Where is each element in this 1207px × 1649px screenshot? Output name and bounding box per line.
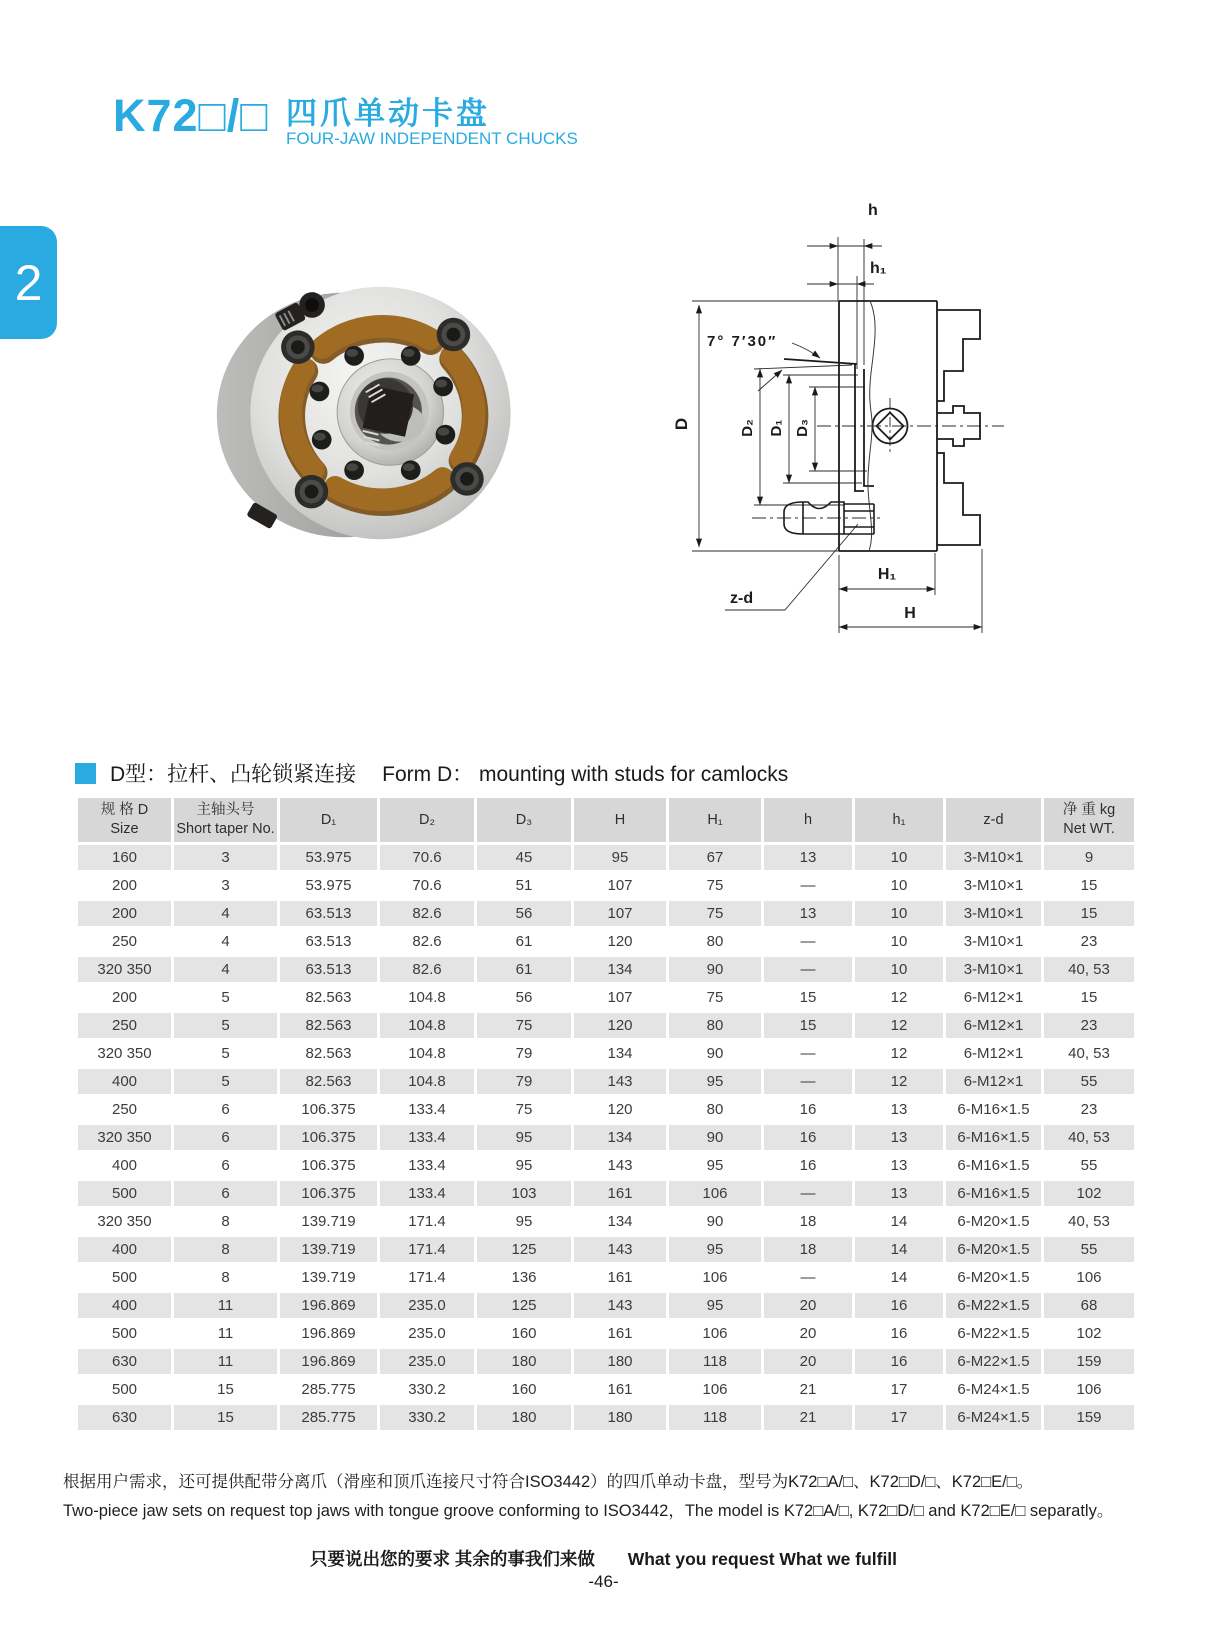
table-cell: 63.513 [280,901,377,926]
table-cell: 20 [764,1321,852,1346]
table-cell: — [764,873,852,898]
table-cell: 15 [1044,985,1134,1010]
column-header: 主轴头号 Short taper No. [174,798,277,842]
table-cell: 630 [78,1405,171,1430]
column-header: 净 重 kg Net WT. [1044,798,1134,842]
table-cell: 106.375 [280,1153,377,1178]
table-cell: 16 [764,1125,852,1150]
table-cell: 53.975 [280,873,377,898]
dimension-drawing [612,193,1042,643]
model-code: K72□/□ [113,90,269,141]
table-cell: 235.0 [380,1321,474,1346]
page-number: -46- [588,1572,619,1591]
table-cell: 95 [477,1153,571,1178]
table-cell: 45 [477,845,571,870]
table-cell: 6 [174,1125,277,1150]
table-row [78,1265,1134,1290]
table-cell: 330.2 [380,1377,474,1402]
table-cell: 180 [574,1405,666,1430]
table-cell: 55 [1044,1153,1134,1178]
table-cell: 106 [669,1181,761,1206]
table-cell: 20 [764,1293,852,1318]
table-row [78,1097,1134,1122]
table-cell: 40, 53 [1044,1125,1134,1150]
table-cell: 11 [174,1349,277,1374]
table-header-row [78,798,1134,842]
table-cell: 106.375 [280,1125,377,1150]
table-cell: 90 [669,957,761,982]
dim-label-angle: 7° 7′30″ [707,333,778,350]
table-cell: 133.4 [380,1097,474,1122]
table-cell: 75 [669,873,761,898]
table-cell: 104.8 [380,985,474,1010]
table-cell: 95 [669,1293,761,1318]
table-cell: 82.6 [380,957,474,982]
footnote-cn: 根据用户需求，还可提供配带分离爪（滑座和顶爪连接尺寸符合ISO3442）的四爪单动卡盘，型号为K72□A/□、K72□D/□、K72□E/□。 [63,1473,1034,1491]
table-cell: 5 [174,985,277,1010]
table-cell: 106 [669,1321,761,1346]
table-cell: — [764,957,852,982]
column-header: D₂ [380,798,474,842]
table-cell: 40, 53 [1044,957,1134,982]
table-cell: 16 [855,1349,943,1374]
table-cell: 103 [477,1181,571,1206]
table-cell: 171.4 [380,1237,474,1262]
page-title-en: FOUR-JAW INDEPENDENT CHUCKS [286,129,578,148]
table-cell: 200 [78,873,171,898]
table-cell: 6-M16×1.5 [946,1097,1041,1122]
table-cell: 23 [1044,1097,1134,1122]
column-header: h₁ [855,798,943,842]
dim-label-D3: D₃ [794,419,811,437]
table-cell: — [764,929,852,954]
table-row [78,985,1134,1010]
table-cell: 40, 53 [1044,1041,1134,1066]
table-cell: 3-M10×1 [946,845,1041,870]
table-cell: 104.8 [380,1069,474,1094]
table-cell: 10 [855,901,943,926]
table-cell: 6-M20×1.5 [946,1237,1041,1262]
table-cell: 235.0 [380,1293,474,1318]
table-cell: 63.513 [280,929,377,954]
chapter-tab [0,226,57,339]
section-label-cn: D型：拉杆、凸轮锁紧连接 [110,763,357,786]
table-cell: 95 [477,1209,571,1234]
table-cell: 18 [764,1209,852,1234]
table-cell: 11 [174,1321,277,1346]
dim-label-H1: H₁ [877,566,897,583]
table-cell: 6-M22×1.5 [946,1293,1041,1318]
table-cell: 3 [174,873,277,898]
table-cell: 143 [574,1237,666,1262]
dim-label-h1: h₁ [870,260,887,277]
table-cell: 82.563 [280,985,377,1010]
table-cell: 15 [174,1405,277,1430]
column-header: D₃ [477,798,571,842]
table-cell: 11 [174,1293,277,1318]
table-cell: 12 [855,1069,943,1094]
table-cell: 15 [764,1013,852,1038]
table-cell: 68 [1044,1293,1134,1318]
table-row [78,1293,1134,1318]
table-cell: 500 [78,1181,171,1206]
table-cell: 6 [174,1097,277,1122]
table-cell: 107 [574,873,666,898]
table-cell: 6-M22×1.5 [946,1349,1041,1374]
table-cell: 6-M22×1.5 [946,1321,1041,1346]
chuck-photo [205,266,550,564]
table-cell: 12 [855,1041,943,1066]
table-cell: 125 [477,1237,571,1262]
table-row [78,845,1134,870]
table-cell: 134 [574,1041,666,1066]
table-cell: 79 [477,1069,571,1094]
table-row [78,957,1134,982]
table-cell: 180 [477,1349,571,1374]
table-cell: 104.8 [380,1041,474,1066]
table-cell: 143 [574,1069,666,1094]
table-cell: 12 [855,985,943,1010]
table-cell: 75 [477,1013,571,1038]
table-cell: 5 [174,1069,277,1094]
table-cell: 90 [669,1041,761,1066]
table-cell: 6-M16×1.5 [946,1181,1041,1206]
table-cell: 320 350 [78,957,171,982]
table-cell: 196.869 [280,1321,377,1346]
table-cell: 82.6 [380,929,474,954]
table-cell: 6-M16×1.5 [946,1125,1041,1150]
column-header: D₁ [280,798,377,842]
table-cell: 320 350 [78,1125,171,1150]
table-cell: 12 [855,1013,943,1038]
tagline-cn: 只要说出您的要求 其余的事我们来做 [309,1549,595,1569]
table-cell: 6-M24×1.5 [946,1405,1041,1430]
table-cell: 104.8 [380,1013,474,1038]
table-cell: 500 [78,1321,171,1346]
table-cell: 16 [855,1321,943,1346]
table-cell: 250 [78,1013,171,1038]
table-cell: 102 [1044,1321,1134,1346]
tagline-en: What you request What we fulfill [627,1549,898,1569]
table-cell: 285.775 [280,1405,377,1430]
table-cell: 143 [574,1153,666,1178]
table-row [78,1181,1134,1206]
table-cell: 16 [855,1293,943,1318]
table-cell: 171.4 [380,1265,474,1290]
table-cell: 70.6 [380,845,474,870]
page-title-cn: 四爪单动卡盘 [286,96,490,131]
table-cell: 106 [1044,1377,1134,1402]
table-cell: 17 [855,1405,943,1430]
table-cell: 200 [78,985,171,1010]
technical-drawing [612,193,1042,643]
column-header: z-d [946,798,1041,842]
table-cell: 16 [764,1153,852,1178]
table-cell: 82.563 [280,1069,377,1094]
table-cell: 14 [855,1265,943,1290]
table-row [78,1237,1134,1262]
chapter-number: 2 [14,254,43,311]
table-row [78,1041,1134,1066]
table-cell: 160 [78,845,171,870]
table-row [78,1377,1134,1402]
table-cell: 250 [78,1097,171,1122]
table-cell: 5 [174,1041,277,1066]
table-cell: 180 [477,1405,571,1430]
table-cell: 400 [78,1153,171,1178]
table-row [78,1153,1134,1178]
table-cell: 106 [669,1377,761,1402]
table-cell: 6-M24×1.5 [946,1377,1041,1402]
table-cell: 3 [174,845,277,870]
table-cell: 500 [78,1377,171,1402]
table-row [78,1321,1134,1346]
table-cell: 6-M16×1.5 [946,1153,1041,1178]
table-cell: 16 [764,1097,852,1122]
table-cell: 134 [574,1125,666,1150]
table-cell: 320 350 [78,1041,171,1066]
table-cell: 320 350 [78,1209,171,1234]
table-cell: 13 [764,901,852,926]
table-cell: 13 [855,1097,943,1122]
table-cell: 3-M10×1 [946,873,1041,898]
table-cell: 10 [855,929,943,954]
table-cell: 10 [855,957,943,982]
table-cell: 23 [1044,929,1134,954]
table-cell: 80 [669,929,761,954]
table-row [78,1069,1134,1094]
table-cell: 161 [574,1321,666,1346]
table-cell: 4 [174,929,277,954]
table-cell: 106.375 [280,1097,377,1122]
table-cell: 10 [855,873,943,898]
table-cell: 400 [78,1293,171,1318]
table-cell: 55 [1044,1237,1134,1262]
table-cell: 18 [764,1237,852,1262]
table-cell: 56 [477,985,571,1010]
footnote-en: Two-piece jaw sets on request top jaws with tongue groove conforming to ISO3442，The model is K72□A/□, K72□D/□ and K72□E/□ separatly。 [63,1502,1114,1520]
table-cell: 159 [1044,1349,1134,1374]
table-cell: 120 [574,929,666,954]
dim-label-zd: z-d [730,590,754,607]
table-cell: 75 [477,1097,571,1122]
table-cell: 107 [574,901,666,926]
table-cell: 95 [669,1069,761,1094]
table-cell: 13 [855,1153,943,1178]
table-cell: 6 [174,1153,277,1178]
table-row [78,873,1134,898]
table-cell: 82.563 [280,1041,377,1066]
table-cell: 6-M12×1 [946,1013,1041,1038]
table-cell: 67 [669,845,761,870]
table-cell: 133.4 [380,1181,474,1206]
table-cell: 161 [574,1181,666,1206]
table-cell: 200 [78,901,171,926]
tagline [0,1546,1207,1571]
table-cell: 133.4 [380,1153,474,1178]
table-cell: 20 [764,1349,852,1374]
table-cell: 55 [1044,1069,1134,1094]
column-header: 规 格 D Size [78,798,171,842]
table-cell: 95 [669,1237,761,1262]
table-cell: 13 [855,1125,943,1150]
table-cell: 400 [78,1069,171,1094]
table-cell: 95 [574,845,666,870]
table-cell: 139.719 [280,1265,377,1290]
table-cell: 171.4 [380,1209,474,1234]
table-cell: 14 [855,1237,943,1262]
table-cell: 8 [174,1237,277,1262]
table-cell: 143 [574,1293,666,1318]
table-cell: 134 [574,1209,666,1234]
table-cell: 118 [669,1349,761,1374]
table-cell: 102 [1044,1181,1134,1206]
table-cell: 160 [477,1321,571,1346]
table-cell: 90 [669,1209,761,1234]
table-cell: 90 [669,1125,761,1150]
table-cell: 13 [855,1181,943,1206]
dim-label-D2: D₂ [739,419,756,437]
table-cell: 95 [477,1125,571,1150]
table-cell: 23 [1044,1013,1134,1038]
table-cell: 61 [477,929,571,954]
dim-label-H: H [904,605,916,622]
table-cell: 330.2 [380,1405,474,1430]
table-cell: 285.775 [280,1377,377,1402]
table-cell: 13 [764,845,852,870]
table-row [78,1209,1134,1234]
table-cell: 3-M10×1 [946,929,1041,954]
table-cell: 161 [574,1265,666,1290]
table-cell: 95 [669,1153,761,1178]
spec-table [75,795,1137,1433]
table-cell: 80 [669,1097,761,1122]
table-cell: 6-M20×1.5 [946,1265,1041,1290]
table-cell: 196.869 [280,1349,377,1374]
table-cell: 160 [477,1377,571,1402]
section-label-en: Form D： mounting with studs for camlocks [382,763,789,786]
dim-label-h: h [868,202,878,219]
table-cell: 6-M12×1 [946,1069,1041,1094]
column-header: H₁ [669,798,761,842]
table-cell: 106 [669,1265,761,1290]
table-cell: 21 [764,1377,852,1402]
table-cell: 5 [174,1013,277,1038]
table-cell: 6-M20×1.5 [946,1209,1041,1234]
table-row [78,1405,1134,1430]
table-cell: 400 [78,1237,171,1262]
table-cell: 63.513 [280,957,377,982]
table-cell: 136 [477,1265,571,1290]
table-row [78,1125,1134,1150]
table-cell: 75 [669,985,761,1010]
table-cell: 133.4 [380,1125,474,1150]
table-cell: — [764,1041,852,1066]
table-cell: 51 [477,873,571,898]
table-cell: 4 [174,901,277,926]
table-cell: 6 [174,1181,277,1206]
footnotes [63,1468,1163,1526]
table-cell: 159 [1044,1405,1134,1430]
table-cell: 56 [477,901,571,926]
dim-label-D: D [672,417,691,431]
table-cell: 250 [78,929,171,954]
table-row [78,1349,1134,1374]
table-cell: 196.869 [280,1293,377,1318]
table-cell: 61 [477,957,571,982]
table-cell: 9 [1044,845,1134,870]
table-cell: 161 [574,1377,666,1402]
table-cell: 134 [574,957,666,982]
table-cell: 8 [174,1209,277,1234]
table-cell: 139.719 [280,1237,377,1262]
table-cell: 70.6 [380,873,474,898]
table-cell: 14 [855,1209,943,1234]
column-header: h [764,798,852,842]
column-header: H [574,798,666,842]
table-cell: 80 [669,1013,761,1038]
table-cell: 75 [669,901,761,926]
table-cell: 106.375 [280,1181,377,1206]
dim-label-D1: D₁ [768,419,785,437]
table-cell: 82.563 [280,1013,377,1038]
table-cell: 125 [477,1293,571,1318]
table-cell: 120 [574,1097,666,1122]
section-heading [75,758,788,788]
table-row [78,901,1134,926]
table-cell: 107 [574,985,666,1010]
table-cell: — [764,1181,852,1206]
table-row [78,929,1134,954]
table-cell: 630 [78,1349,171,1374]
chuck-photo-art [205,266,550,564]
table-cell: 4 [174,957,277,982]
table-cell: — [764,1265,852,1290]
table-cell: 3-M10×1 [946,957,1041,982]
table-cell: 15 [1044,873,1134,898]
table-cell: 79 [477,1041,571,1066]
table-row [78,1013,1134,1038]
table-cell: 40, 53 [1044,1209,1134,1234]
table-cell: 15 [1044,901,1134,926]
table-cell: — [764,1069,852,1094]
table-cell: 118 [669,1405,761,1430]
table-cell: 6-M12×1 [946,1041,1041,1066]
table-cell: 106 [1044,1265,1134,1290]
table-cell: 3-M10×1 [946,901,1041,926]
table-cell: 120 [574,1013,666,1038]
section-bullet-icon [75,763,96,784]
table-cell: 17 [855,1377,943,1402]
table-cell: 15 [764,985,852,1010]
table-cell: 139.719 [280,1209,377,1234]
table-cell: 8 [174,1265,277,1290]
table-cell: 180 [574,1349,666,1374]
table-cell: 6-M12×1 [946,985,1041,1010]
table-cell: 500 [78,1265,171,1290]
table-cell: 21 [764,1405,852,1430]
table-cell: 235.0 [380,1349,474,1374]
table-cell: 15 [174,1377,277,1402]
table-cell: 82.6 [380,901,474,926]
table-cell: 53.975 [280,845,377,870]
table-cell: 10 [855,845,943,870]
